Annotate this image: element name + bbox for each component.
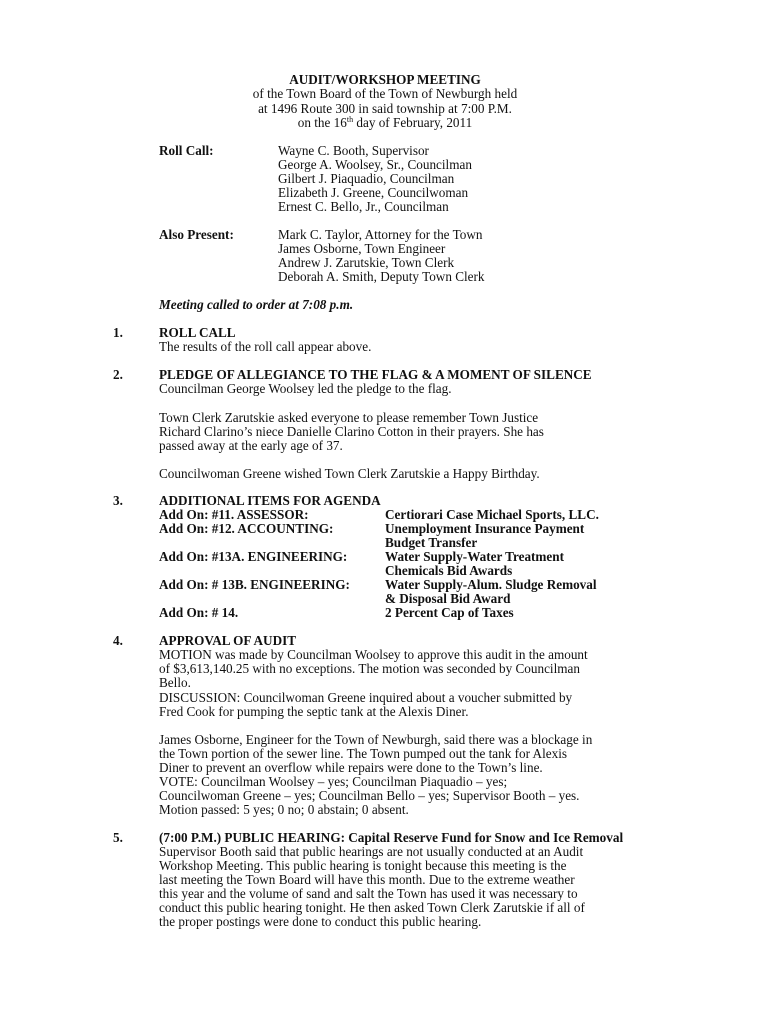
item-number: 4. bbox=[113, 633, 123, 648]
roll-call-name: George A. Woolsey, Sr., Councilman bbox=[278, 157, 472, 172]
item-text-line: of $3,613,140.25 with no exceptions. The motion was seconded by Councilman bbox=[159, 661, 580, 676]
item-text-line: Richard Clarino’s niece Danielle Clarino Cotton in their prayers. She has bbox=[159, 424, 544, 439]
item-number: 1. bbox=[113, 325, 123, 340]
item-heading: APPROVAL OF AUDIT bbox=[159, 633, 297, 648]
agenda-add-on-value: & Disposal Bid Award bbox=[385, 591, 511, 606]
item-heading: PLEDGE OF ALLEGIANCE TO THE FLAG & A MOMENT OF SILENCE bbox=[159, 367, 592, 382]
agenda-add-on-value: Budget Transfer bbox=[385, 535, 478, 550]
item-text-line: James Osborne, Engineer for the Town of Newburgh, said there was a blockage in bbox=[159, 732, 593, 747]
agenda-add-on-value: Water Supply-Alum. Sludge Removal bbox=[385, 577, 597, 592]
item-text-line: Bello. bbox=[159, 675, 191, 690]
agenda-add-on-value: Unemployment Insurance Payment bbox=[385, 521, 585, 536]
roll-call-name: Gilbert J. Piaquadio, Councilman bbox=[278, 171, 455, 186]
item-text-line: the proper postings were done to conduct this public hearing. bbox=[159, 914, 482, 929]
item-text-line: Councilwoman Greene – yes; Councilman Bello – yes; Supervisor Booth – yes. bbox=[159, 788, 580, 803]
agenda-add-on-label: Add On: # 14. bbox=[159, 605, 239, 620]
item-heading: ROLL CALL bbox=[159, 325, 236, 340]
item-text-line: this year and the volume of sand and salt the Town has used it was necessary to bbox=[159, 886, 578, 901]
also-present-name: Mark C. Taylor, Attorney for the Town bbox=[278, 227, 483, 242]
item-text-line: Fred Cook for pumping the septic tank at the Alexis Diner. bbox=[159, 704, 469, 719]
item-text-line: the Town portion of the sewer line. The Town pumped out the tank for Alexis bbox=[159, 746, 567, 761]
also-present-label: Also Present: bbox=[159, 227, 234, 242]
item-text-line: VOTE: Councilman Woolsey – yes; Councilman Piaquadio – yes; bbox=[159, 774, 508, 789]
item-text-line: The results of the roll call appear above. bbox=[159, 339, 372, 354]
item-text-line: Motion passed: 5 yes; 0 no; 0 abstain; 0 absent. bbox=[159, 802, 409, 817]
agenda-add-on-value: 2 Percent Cap of Taxes bbox=[385, 605, 514, 620]
item-text-line: Councilman George Woolsey led the pledge to the flag. bbox=[159, 381, 452, 396]
agenda-add-on-value: Water Supply-Water Treatment bbox=[385, 549, 565, 564]
item-text-line: Councilwoman Greene wished Town Clerk Zarutskie a Happy Birthday. bbox=[159, 466, 540, 481]
item-heading: ADDITIONAL ITEMS FOR AGENDA bbox=[159, 493, 381, 508]
item-heading: (7:00 P.M.) PUBLIC HEARING: Capital Reserve Fund for Snow and Ice Removal bbox=[159, 830, 624, 845]
item-text-line: conduct this public hearing tonight. He then asked Town Clerk Zarutskie if all of bbox=[159, 900, 585, 915]
agenda-add-on-label: Add On: #11. ASSESSOR: bbox=[159, 507, 309, 522]
item-text-line: passed away at the early age of 37. bbox=[159, 438, 343, 453]
item-number: 3. bbox=[113, 493, 123, 508]
agenda-add-on-value: Chemicals Bid Awards bbox=[385, 563, 513, 578]
item-number: 2. bbox=[113, 367, 123, 382]
roll-call-name: Ernest C. Bello, Jr., Councilman bbox=[278, 199, 449, 214]
also-present-name: Deborah A. Smith, Deputy Town Clerk bbox=[278, 269, 485, 284]
header-line-1: of the Town Board of the Town of Newburgh held bbox=[252, 86, 518, 101]
item-text-line: Town Clerk Zarutskie asked everyone to please remember Town Justice bbox=[159, 410, 539, 425]
item-text-line: MOTION was made by Councilman Woolsey to approve this audit in the amount bbox=[159, 647, 588, 662]
agenda-add-on-label: Add On: #13A. ENGINEERING: bbox=[159, 549, 348, 564]
roll-call-label: Roll Call: bbox=[159, 143, 214, 158]
item-text-line: Supervisor Booth said that public hearings are not usually conducted at an Audit bbox=[159, 844, 584, 859]
document-title: AUDIT/WORKSHOP MEETING bbox=[289, 72, 481, 87]
item-text-line: last meeting the Town Board will have this month. Due to the extreme weather bbox=[159, 872, 575, 887]
agenda-add-on-label: Add On: # 13B. ENGINEERING: bbox=[159, 577, 350, 592]
item-text-line: DISCUSSION: Councilwoman Greene inquired about a voucher submitted by bbox=[159, 690, 573, 705]
roll-call-name: Wayne C. Booth, Supervisor bbox=[278, 143, 429, 158]
item-text-line: Diner to prevent an overflow while repairs were done to the Town’s line. bbox=[159, 760, 543, 775]
item-number: 5. bbox=[113, 830, 123, 845]
header-line-3: on the 16th day of February, 2011 bbox=[297, 115, 473, 130]
header-line-2: at 1496 Route 300 in said township at 7:00 P.M. bbox=[258, 101, 512, 116]
agenda-add-on-value: Certiorari Case Michael Sports, LLC. bbox=[385, 507, 599, 522]
agenda-add-on-label: Add On: #12. ACCOUNTING: bbox=[159, 521, 334, 536]
item-text-line: Workshop Meeting. This public hearing is tonight because this meeting is the bbox=[159, 858, 567, 873]
called-to-order: Meeting called to order at 7:08 p.m. bbox=[159, 297, 354, 312]
also-present-name: James Osborne, Town Engineer bbox=[278, 241, 446, 256]
roll-call-name: Elizabeth J. Greene, Councilwoman bbox=[278, 185, 469, 200]
also-present-name: Andrew J. Zarutskie, Town Clerk bbox=[278, 255, 455, 270]
